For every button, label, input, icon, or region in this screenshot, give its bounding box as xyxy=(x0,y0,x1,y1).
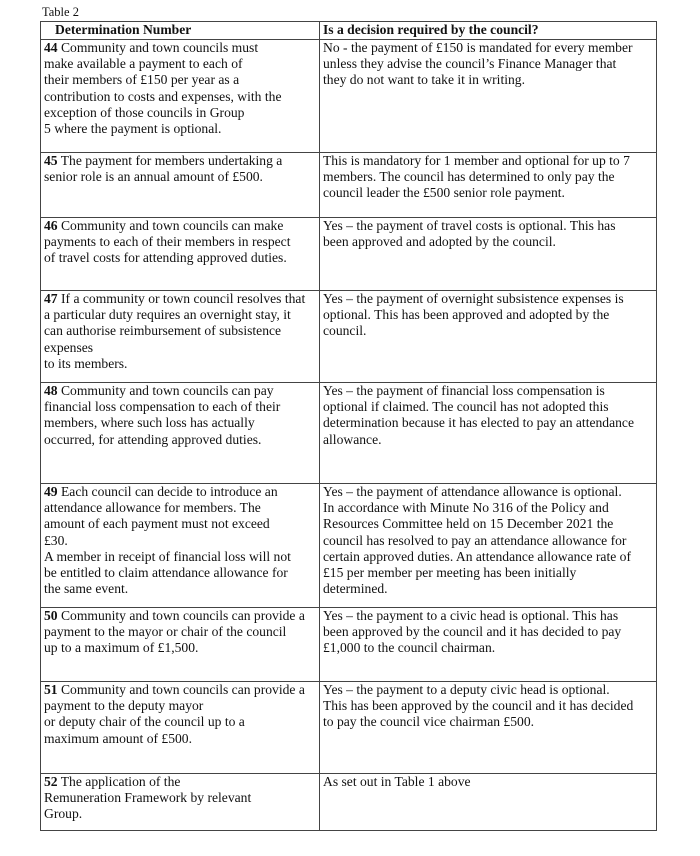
decision-cell: Yes – the payment of financial loss compensation is optional if claimed. The council has not adopted this determination because it has elected to pay an attendance allowance. xyxy=(320,383,657,484)
determination-text: If a community or town council resolves that a particular duty requires an overnight stay, it can authorise reimbursement of subsistence expenses to its members. xyxy=(44,291,306,371)
table-header-row xyxy=(41,22,657,40)
determination-number: 47 xyxy=(44,291,58,306)
determination-number: 49 xyxy=(44,484,58,499)
header-determination-number: Determination Number xyxy=(41,22,320,40)
determination-text: The application of the Remuneration Framework by relevant Group. xyxy=(44,774,252,822)
determination-number: 44 xyxy=(44,40,58,55)
determination-number: 50 xyxy=(44,608,58,623)
decision-cell: Yes – the payment to a civic head is optional. This has been approved by the council and it has decided to pay £1,000 to the council chairman. xyxy=(320,608,657,682)
determination-cell xyxy=(41,774,320,831)
determination-cell xyxy=(41,218,320,291)
table-row xyxy=(41,682,657,774)
table-row xyxy=(41,484,657,608)
determination-text: The payment for members undertaking a senior role is an annual amount of £500. xyxy=(44,153,283,185)
decision-cell: This is mandatory for 1 member and optional for up to 7 members. The council has determined to only pay the council leader the £500 senior role payment. xyxy=(320,153,657,218)
determination-text: Community and town councils can provide a payment to the mayor or chair of the council up to a maximum of £1,500. xyxy=(44,608,305,656)
table-row xyxy=(41,608,657,682)
table-row xyxy=(41,153,657,218)
decision-cell: As set out in Table 1 above xyxy=(320,774,657,831)
determination-number: 48 xyxy=(44,383,58,398)
determination-number: 51 xyxy=(44,682,58,697)
table-row xyxy=(41,774,657,831)
determination-cell xyxy=(41,383,320,484)
determination-text: Community and town councils can pay financial loss compensation to each of their members, where such loss has actually occurred, for attending approved duties. xyxy=(44,383,281,447)
table-caption: Table 2 xyxy=(42,5,79,19)
determination-text: Community and town councils must make available a payment to each of their members of £150 per year as a contribution to costs and expenses, with the exception of those councils in Group 5 where the payment is optional. xyxy=(44,40,282,137)
determination-cell xyxy=(41,153,320,218)
determination-number: 52 xyxy=(44,774,58,789)
determination-text: Community and town councils can provide a payment to the deputy mayor or deputy chair of the council up to a maximum amount of £500. xyxy=(44,682,305,746)
table-row xyxy=(41,40,657,153)
determination-text: Each council can decide to introduce an attendance allowance for members. The amount of each payment must not exceed £30. A member in receipt of financial loss will not be entitled to claim attendance allowance for the same event. xyxy=(44,484,291,597)
decision-cell: Yes – the payment to a deputy civic head is optional. This has been approved by the council and it has decided to pay the council vice chairman £500. xyxy=(320,682,657,774)
determination-cell xyxy=(41,608,320,682)
determination-cell xyxy=(41,484,320,608)
table-row xyxy=(41,291,657,383)
determination-cell xyxy=(41,682,320,774)
determination-number: 46 xyxy=(44,218,58,233)
determination-cell xyxy=(41,291,320,383)
determinations-table xyxy=(40,21,657,831)
decision-cell: Yes – the payment of travel costs is optional. This has been approved and adopted by the council. xyxy=(320,218,657,291)
determination-text: Community and town councils can make payments to each of their members in respect of travel costs for attending approved duties. xyxy=(44,218,291,266)
decision-cell: No - the payment of £150 is mandated for every member unless they advise the council’s Finance Manager that they do not want to take it in writing. xyxy=(320,40,657,153)
header-decision-required: Is a decision required by the council? xyxy=(320,22,657,40)
determination-cell xyxy=(41,40,320,153)
decision-cell: Yes – the payment of attendance allowance is optional. In accordance with Minute No 316 of the Policy and Resources Committee held on 15 December 2021 the council has resolved to pay an attendance allowance for certain approved duties. An attendance allowance rate of £15 per member per meeting has been initially determined. xyxy=(320,484,657,608)
determination-number: 45 xyxy=(44,153,58,168)
decision-cell: Yes – the payment of overnight subsistence expenses is optional. This has been approved and adopted by the council. xyxy=(320,291,657,383)
table-row xyxy=(41,218,657,291)
table-row xyxy=(41,383,657,484)
